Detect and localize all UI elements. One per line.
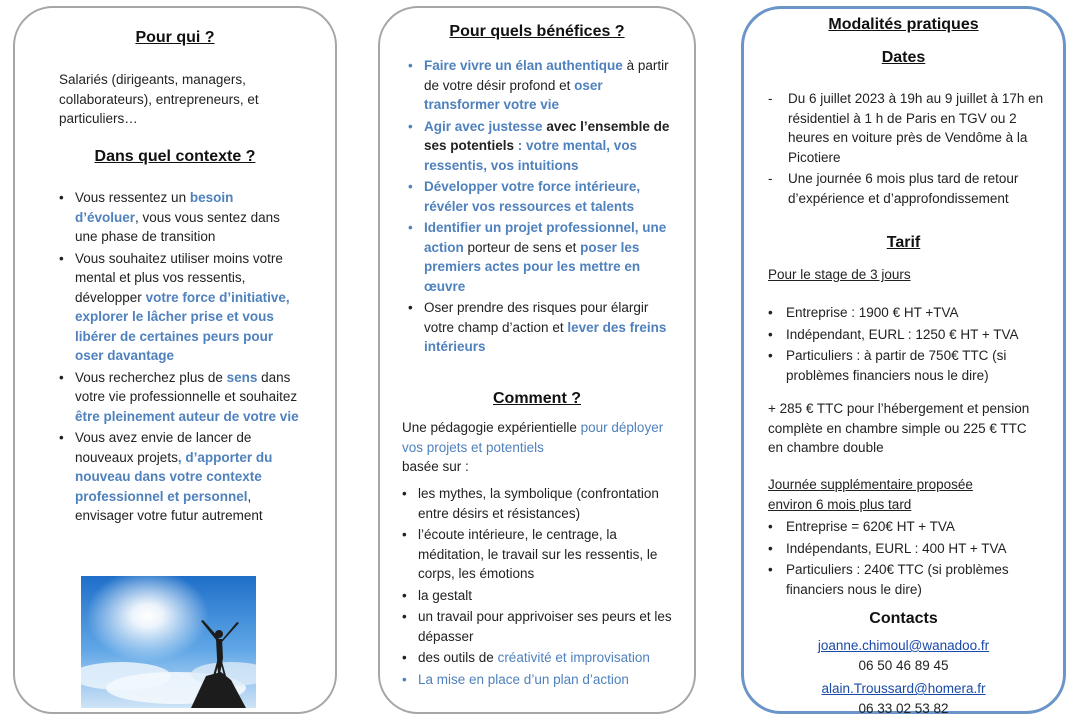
dates-list — [768, 89, 1053, 210]
pour-qui-text: Salariés (dirigeants, managers, collaborateurs), entrepreneurs, et particuliers… — [59, 72, 259, 126]
list-item: • Vous ressentez un besoin d’évoluer, vous vous sentez dans une phase de transition — [59, 190, 280, 244]
journee-label: Journée supplémentaire proposée environ 6 mois plus tard — [768, 477, 973, 512]
bullet-icon: • — [408, 118, 413, 134]
bullet-icon: • — [402, 650, 407, 665]
stage-label: Pour le stage de 3 jours — [768, 267, 911, 282]
bullet-icon: • — [59, 250, 64, 266]
phone-number: 06 33 02 53 82 — [858, 700, 949, 716]
prices-list — [768, 303, 1038, 387]
list-item: • Oser prendre des risques pour élargir votre champ d’action et lever des freins intérieurs — [408, 300, 667, 354]
bullet-icon: • — [402, 671, 407, 687]
modalites-heading: Modalités pratiques — [828, 16, 979, 33]
list-item: • Indépendants, EURL : 400 HT + TVA — [768, 539, 1038, 559]
journee-prices-list — [768, 517, 1038, 601]
panel-practical — [741, 6, 1066, 714]
list-item: • Vous recherchez plus de sens dans votre vie professionnelle et souhaitez être pleinement auteur de votre vie — [59, 369, 299, 424]
list-item: • l’écoute intérieure, le centrage, la méditation, le travail sur les ressentis, le corps, les émotions — [402, 527, 658, 581]
list-item: • les mythes, la symbolique (confrontation entre désirs et résistances) — [402, 486, 659, 521]
list-item: • Entreprise = 620€ HT + TVA — [768, 517, 1038, 537]
bullet-icon: • — [402, 609, 407, 624]
contexte-heading: Dans quel contexte ? — [94, 148, 256, 165]
sky-illustration — [81, 576, 256, 708]
comment-heading: Comment ? — [493, 390, 581, 407]
list-item: • Agir avec justesse avec l’ensemble de ses potentiels : votre mental, vos ressentis, vos intuitions — [408, 118, 670, 173]
panel-benefits — [378, 6, 696, 714]
bullet-icon: • — [768, 305, 773, 320]
dash-icon: - — [768, 171, 773, 186]
list-item: • des outils de créativité et improvisation — [402, 648, 684, 668]
bullet-icon: • — [59, 190, 64, 205]
benefices-list — [408, 56, 670, 359]
list-item: • Indépendant, EURL : 1250 € HT + TVA — [768, 325, 1038, 345]
bullet-icon: • — [768, 540, 773, 556]
sky-person-image — [81, 576, 256, 708]
list-item: • Faire vivre un élan authentique à partir de votre désir profond et oser transformer votre vie — [408, 58, 669, 112]
bullet-icon: • — [768, 326, 773, 342]
dash-icon: - — [768, 91, 773, 106]
tarif-heading: Tarif — [886, 234, 921, 251]
bullet-icon: • — [59, 430, 64, 445]
bullet-icon: • — [768, 519, 773, 534]
methods-list — [402, 484, 684, 691]
phone-number: 06 50 46 89 45 — [858, 657, 949, 673]
list-item: • Développer votre force intérieure, révéler vos ressources et talents — [408, 179, 641, 214]
contacts-heading: Contacts — [869, 610, 938, 627]
bullet-icon: • — [768, 348, 773, 363]
email-link[interactable]: joanne.chimoul@wanadoo.fr — [817, 638, 990, 653]
list-item: • Entreprise : 1900 € HT +TVA — [768, 303, 1038, 323]
bullet-icon: • — [402, 486, 407, 501]
bullet-icon: • — [59, 369, 64, 385]
list-item: • Identifier un projet professionnel, une action porteur de sens et poser les premiers actes pour les mettre en œuvre — [408, 220, 667, 294]
bullet-icon: • — [402, 587, 407, 603]
list-item: - Une journée 6 mois plus tard de retour d’expérience et d’approfondissement — [768, 171, 1019, 206]
list-item: • Vous souhaitez utiliser moins votre mental et plus vos ressentis, développer votre force d’initiative, explorer le lâcher prise et vous libérer de certaines peurs pour oser davantage — [59, 250, 290, 363]
bullet-icon: • — [408, 220, 413, 235]
contact-block — [744, 636, 1063, 718]
comment-intro: Une pédagogie expérientielle pour déployer vos projets et potentiels basée sur : — [402, 420, 664, 474]
list-item: • La mise en place d’un plan d’action — [402, 670, 684, 690]
benefices-heading: Pour quels bénéfices ? — [449, 23, 625, 40]
hebergement-text: + 285 € TTC pour l’hébergement et pension complète en chambre simple ou 225 € TTC en chambre double — [768, 401, 1030, 455]
list-item: - Du 6 juillet 2023 à 19h au 9 juillet à 17h en résidentiel à 1 h de Paris en TGV ou 2 heures en voiture près de Vendôme à la Picotiere — [768, 91, 1044, 165]
bullet-icon: • — [768, 562, 773, 577]
dates-heading: Dates — [881, 49, 926, 66]
list-item: • Vous avez envie de lancer de nouveaux projets, d’apporter du nouveau dans votre contexte professionnel et personnel, envisager votre futur autrement — [59, 430, 273, 523]
bullet-icon: • — [408, 58, 413, 73]
list-item: • Particuliers : à partir de 750€ TTC (si problèmes financiers nous le dire) — [768, 348, 1007, 383]
list-item: • la gestalt — [402, 586, 684, 606]
panel-audience — [13, 6, 337, 714]
email-link[interactable]: alain.Troussard@homera.fr — [821, 681, 986, 696]
pour-qui-heading: Pour qui ? — [135, 29, 215, 46]
bullet-icon: • — [402, 527, 407, 542]
bullet-icon: • — [408, 300, 413, 315]
list-item: • un travail pour apprivoiser ses peurs et les dépasser — [402, 609, 672, 644]
list-item: • Particuliers : 240€ TTC (si problèmes financiers nous le dire) — [768, 562, 1009, 597]
bullet-icon: • — [408, 179, 413, 194]
contexte-list — [59, 188, 299, 528]
